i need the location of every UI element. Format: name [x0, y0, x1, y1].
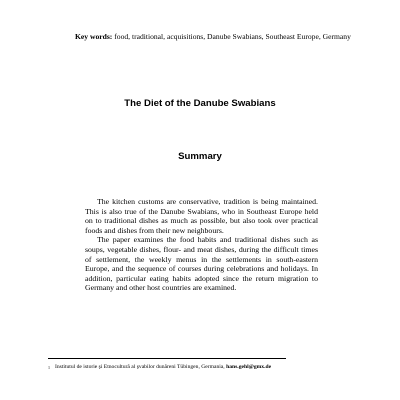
- footnote-email: hans.gehl@gmx.de: [226, 364, 272, 370]
- footnote-marker: 1: [48, 365, 50, 370]
- footnote-divider: [48, 358, 286, 359]
- abstract-paragraph-2: The paper examines the food habits and traditional dishes such as soups, vegetable dishes, flour- and meat dishes, during the difficult times of settlement, the weekly menus in the settlements in south-eastern Europe, and the sequence of courses during celebrations and holidays. In addition, particular eating habits adopted since the return migration to Germany and other host countries are examined.: [85, 235, 318, 293]
- article-title: The Diet of the Danube Swabians: [124, 98, 276, 109]
- abstract-paragraph-1: The kitchen customs are conservative, tradition is being maintained. This is also true of the Danube Swabians, who in Southeast Europe held on to traditional dishes as much as possible, but also took over practical foods and dishes from their new neighbours.: [85, 197, 318, 235]
- footnote-affiliation: Institutul de istorie şi Etnocultură al şvabilor dunăreni Tübingen, Germania,: [55, 364, 227, 370]
- keywords-text: food, traditional, acquisitions, Danube Swabians, Southeast Europe, Germany: [112, 32, 351, 41]
- keywords-label: Key words:: [75, 32, 113, 41]
- footnote: [48, 364, 368, 371]
- summary-heading: Summary: [178, 151, 222, 162]
- keywords-line: [75, 32, 375, 42]
- abstract-body: [85, 197, 318, 293]
